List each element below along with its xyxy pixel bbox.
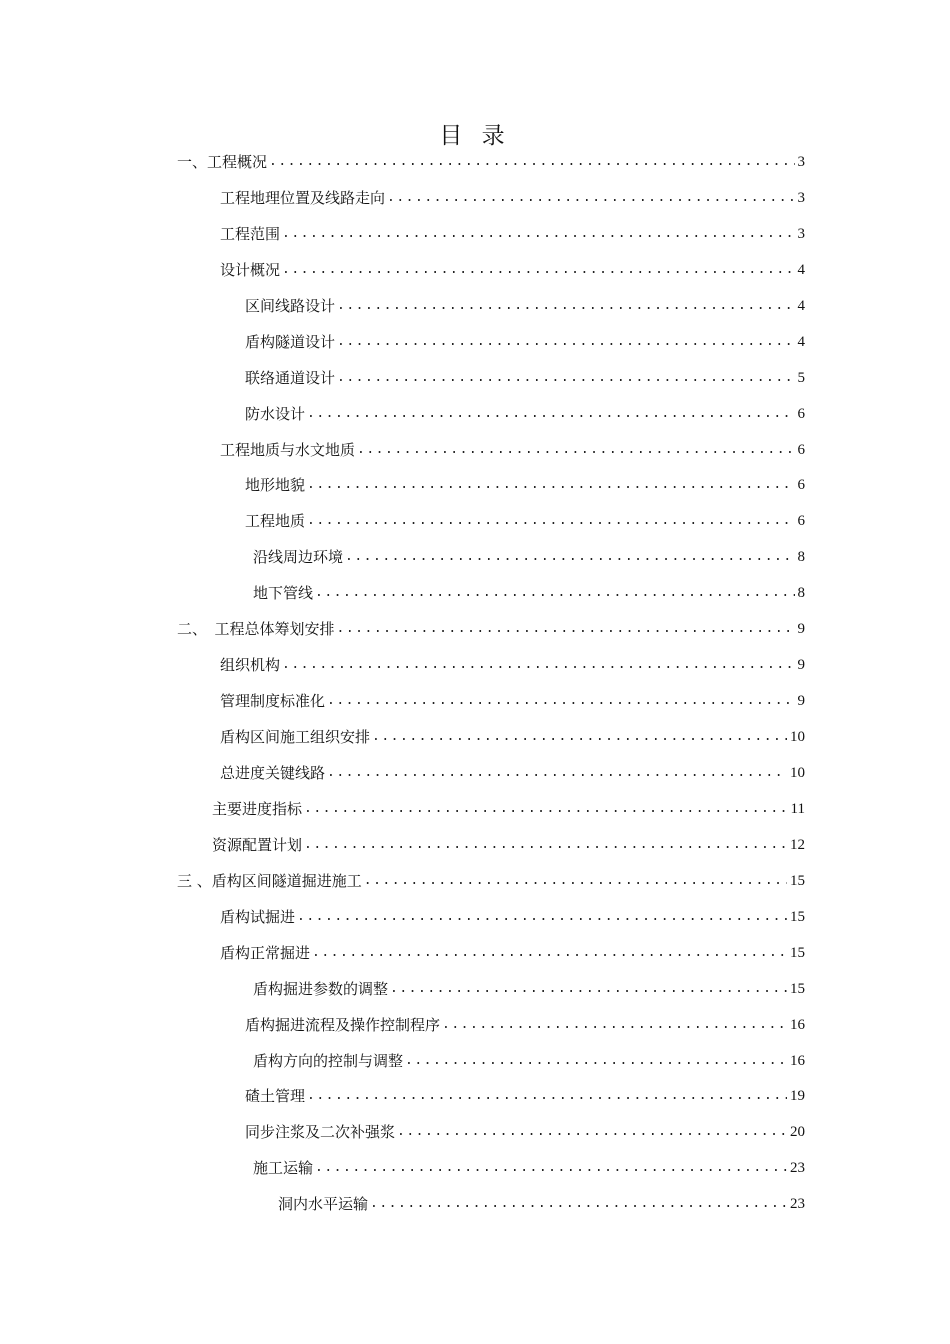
toc-dot-leader [307,1086,787,1106]
toc-dot-leader [370,1194,787,1214]
toc-dot-leader [364,871,787,891]
toc-entry[interactable] [0,1078,805,1114]
toc-entry-label: 盾构方向的控制与调整 [253,1051,404,1070]
toc-entry[interactable] [0,791,805,827]
toc-dot-leader [337,619,795,639]
toc-entry[interactable] [0,1007,805,1043]
toc-dot-leader [307,475,794,495]
toc-entry-label: 工程地质 [245,512,306,531]
toc-entry-label: 一、工程概况 [177,153,268,171]
toc-entry[interactable] [0,539,805,575]
toc-page-number: 8 [797,585,805,602]
toc-page-number: 4 [797,261,805,278]
toc-entry[interactable] [0,971,805,1007]
toc-page-number: 16 [790,1052,805,1069]
toc-entry[interactable] [0,1114,805,1150]
toc-entry[interactable] [0,647,805,683]
toc-dot-leader [337,296,794,316]
toc-entry[interactable] [0,899,805,935]
toc-entry[interactable] [0,216,805,252]
toc-entry-label: 碴土管理 [245,1087,306,1106]
toc-entry-label: 盾构正常掘进 [220,943,311,962]
toc-entry[interactable] [0,827,805,863]
toc-dot-leader [345,547,794,567]
toc-entry-label: 组织机构 [220,656,281,675]
toc-entry[interactable] [0,575,805,611]
toc-dot-leader [405,1051,787,1071]
toc-page-number: 15 [790,944,805,961]
toc-entry[interactable] [0,611,805,647]
toc-entry[interactable] [0,144,805,180]
toc-entry-label: 管理制度标准化 [220,692,326,711]
toc-entry[interactable] [0,863,805,899]
toc-dot-leader [282,260,794,280]
toc-entry-label: 工程地质与水文地质 [220,440,356,459]
toc-entry-label: 同步注浆及二次补强浆 [245,1123,396,1142]
toc-entry-label: 工程地理位置及线路走向 [220,188,386,207]
toc-dot-leader [337,368,794,388]
toc-dot-leader [312,943,787,963]
toc-dot-leader [307,404,794,424]
toc-page-number: 9 [797,621,805,638]
toc-dot-leader [442,1015,787,1035]
toc-entry[interactable] [0,719,805,755]
toc-entry[interactable] [0,288,805,324]
toc-page-number: 10 [790,729,805,746]
toc-page-number: 11 [790,800,805,817]
toc-dot-leader [327,691,794,711]
toc-page-number: 9 [797,657,805,674]
toc-entry-label: 施工运输 [253,1159,314,1178]
toc-dot-leader [307,511,794,531]
toc-entry[interactable] [0,1043,805,1079]
toc-entry-label: 盾构掘进流程及操作控制程序 [245,1015,441,1034]
toc-entry[interactable] [0,467,805,503]
toc-entry-label: 防水设计 [245,404,306,423]
toc-page-number: 6 [797,513,805,530]
toc-dot-leader [282,224,794,244]
toc-dot-leader [387,188,794,208]
toc-entry-label: 盾构隧道设计 [245,332,336,351]
toc-dot-leader [390,979,787,999]
toc-entry-label: 盾构区间施工组织安排 [220,728,371,747]
toc-page-number: 15 [790,980,805,997]
toc-dot-leader [327,763,787,783]
toc-dot-leader [372,727,787,747]
toc-page-number: 15 [790,872,805,889]
toc-entry[interactable] [0,360,805,396]
toc-dot-leader [269,152,794,172]
toc-dot-leader [315,583,794,603]
toc-entry[interactable] [0,503,805,539]
toc-entry[interactable] [0,252,805,288]
toc-entry-label: 主要进度指标 [212,799,303,818]
toc-entry[interactable] [0,432,805,468]
toc-page-number: 3 [797,189,805,206]
toc-page-number: 8 [797,549,805,566]
toc-page-number: 6 [797,441,805,458]
toc-entry-label: 三 、盾构区间隧道掘进施工 [177,871,362,890]
toc-page-number: 4 [797,333,805,350]
toc-entry-label: 工程范围 [220,224,281,243]
toc-page-number: 6 [797,405,805,422]
toc-dot-leader [304,799,788,819]
toc-page-number: 16 [790,1016,805,1033]
toc-entry[interactable] [0,396,805,432]
toc-entry-label: 洞内水平运输 [278,1195,369,1214]
toc-entry[interactable] [0,935,805,971]
toc-dot-leader [297,907,787,927]
toc-entry[interactable] [0,1150,805,1186]
toc-entry[interactable] [0,683,805,719]
toc-entry-label: 设计概况 [220,260,281,279]
toc-page-number: 23 [790,1160,805,1177]
toc-entry-label: 区间线路设计 [245,296,336,315]
toc-entry[interactable] [0,324,805,360]
toc-page-number: 15 [790,908,805,925]
toc-entry-label: 地下管线 [253,584,314,603]
toc-page-number: 10 [790,764,805,781]
toc-entry-label: 沿线周边环境 [253,548,344,567]
toc-entry[interactable] [0,1186,805,1222]
toc-entry[interactable] [0,755,805,791]
toc-page-number: 6 [797,477,805,494]
toc-dot-leader [282,655,794,675]
toc-dot-leader [315,1158,787,1178]
toc-entry-label: 总进度关键线路 [220,763,326,782]
toc-page-number: 20 [790,1124,805,1141]
toc-entry-label: 二、 工程总体筹划安排 [177,620,335,639]
toc-dot-leader [357,440,794,460]
toc-page-number: 9 [797,693,805,710]
page-title: 目 录 [439,123,511,149]
toc-entry[interactable] [0,180,805,216]
toc-page-number: 4 [797,297,805,314]
toc-page-number: 3 [797,154,805,170]
toc-page-number: 5 [797,369,805,386]
toc-entry-label: 资源配置计划 [212,835,303,854]
toc-dot-leader [337,332,794,352]
toc-dot-leader [304,835,787,855]
toc-entry-label: 盾构掘进参数的调整 [253,979,389,998]
toc-dot-leader [397,1122,787,1142]
toc-page-number: 3 [797,225,805,242]
toc-entry-label: 地形地貌 [245,476,306,495]
toc-page-number: 19 [790,1088,805,1105]
toc-entry-label: 盾构试掘进 [220,907,296,926]
toc-page-number: 12 [790,836,805,853]
toc-entry-label: 联络通道设计 [245,368,336,387]
toc-page-number: 23 [790,1196,805,1213]
